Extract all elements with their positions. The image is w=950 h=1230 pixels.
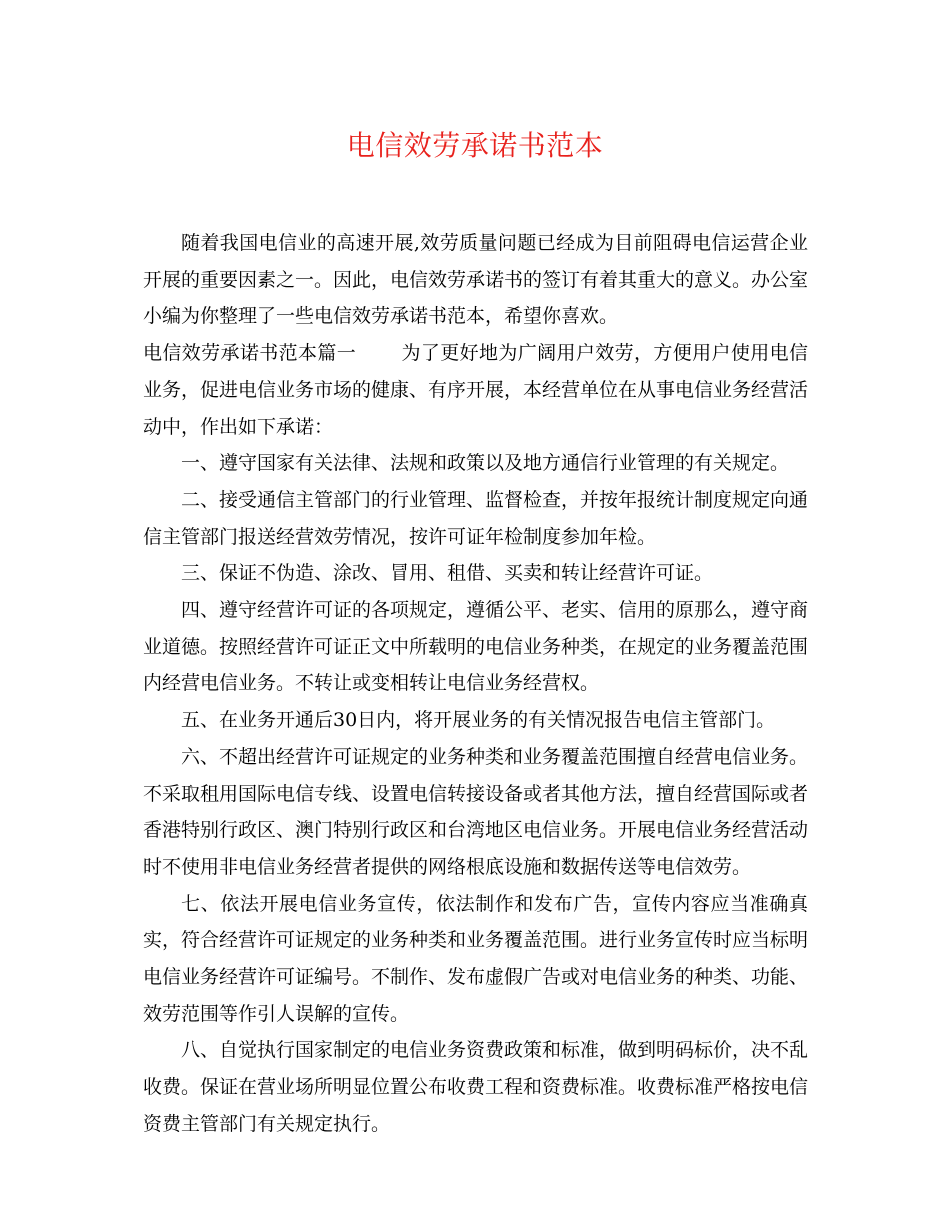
commitment-item-3: 三、保证不伪造、涂改、冒用、租借、买卖和转让经营许可证。	[181, 562, 714, 585]
document-body	[143, 225, 808, 1143]
commitment-item-8: 八、自觉执行国家制定的电信业务资费政策和标准，做到明码标价，决不乱收费。保证在营业场所明显位置公布收费工程和资费标准。收费标准严格按电信资费主管部门有关规定执行。	[143, 1039, 809, 1135]
section-lead: 为了更好地为广阔用户效劳，方便用户使用电信业务，促进电信业务市场的健康、有序开展，本经营单位在从事电信业务经营活动中，作出如下承诺：	[143, 342, 809, 438]
commitment-item-2: 二、接受通信主管部门的行业管理、监督检查，并按年报统计制度规定向通信主管部门报送经营效劳情况，按许可证年检制度参加年检。	[143, 488, 809, 548]
section-heading: 电信效劳承诺书范本篇一	[143, 342, 357, 365]
document-title: 电信效劳承诺书范本	[346, 129, 604, 162]
intro-paragraph: 随着我国电信业的高速开展,效劳质量问题已经成为目前阻碍电信运营企业开展的重要因素之一。因此，电信效劳承诺书的签订有着其重大的意义。办公室小编为你整理了一些电信效劳承诺书范本，希望你喜欢。	[143, 232, 809, 328]
commitment-item-5: 五、在业务开通后30日内，将开展业务的有关情况报告电信主管部门。	[181, 709, 776, 732]
commitment-item-4: 四、遵守经营许可证的各项规定，遵循公平、老实、信用的原那么，遵守商业道德。按照经营许可证正文中所载明的电信业务种类，在规定的业务覆盖范围内经营电信业务。不转让或变相转让电信业务经营权。	[143, 599, 809, 695]
commitment-item-6: 六、不超出经营许可证规定的业务种类和业务覆盖范围擅自经营电信业务。不采取租用国际电信专线、设置电信转接设备或者其他方法，擅自经营国际或者香港特别行政区、澳门特别行政区和台湾地区电信业务。开展电信业务经营活动时不使用非电信业务经营者提供的网络根底设施和数据传送等电信效劳。	[143, 745, 809, 878]
commitment-item-1: 一、遵守国家有关法律、法规和政策以及地方通信行业管理的有关规定。	[181, 452, 790, 475]
commitment-item-7: 七、依法开展电信业务宣传，依法制作和发布广告，宣传内容应当准确真实，符合经营许可证规定的业务种类和业务覆盖范围。进行业务宣传时应当标明电信业务经营许可证编号。不制作、发布虚假广告或对电信业务的种类、功能、效劳范围等作引人误解的宣传。	[143, 892, 809, 1025]
section-paragraph	[143, 335, 808, 445]
